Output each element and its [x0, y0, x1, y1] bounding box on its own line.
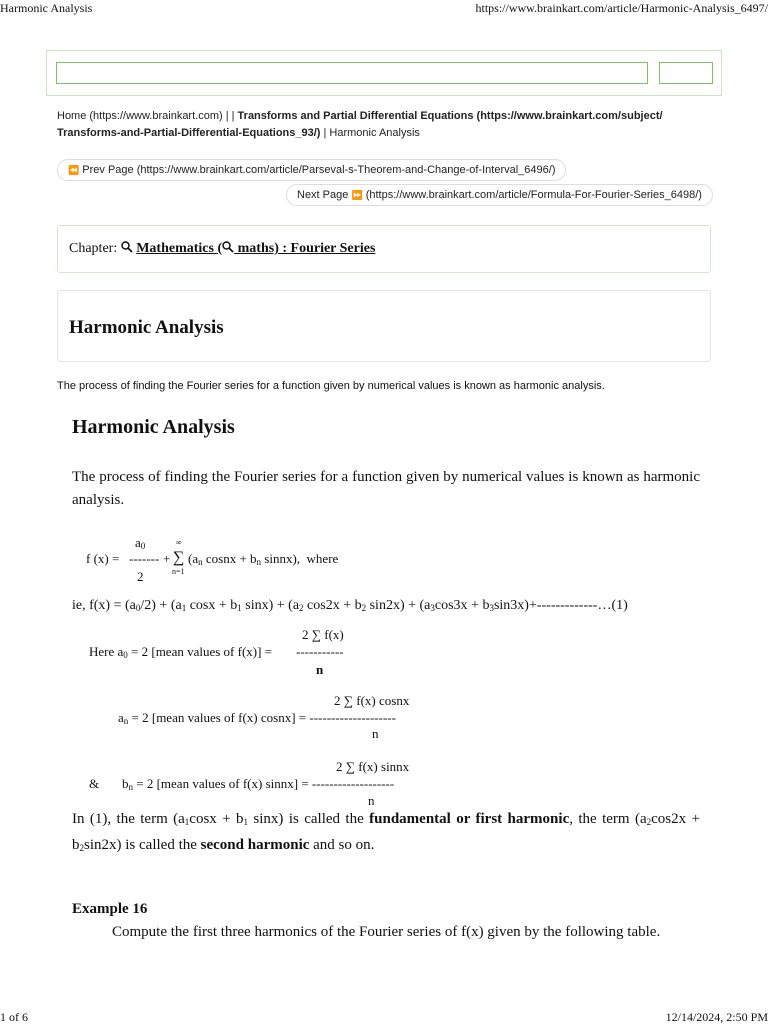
print-header-url: https://www.brainkart.com/article/Harmonic-Analysis_6497/ [476, 1, 768, 16]
next-page-icon: ⏩ [351, 190, 362, 200]
print-footer-page: 1 of 6 [0, 1010, 28, 1025]
print-header-title: Harmonic Analysis [0, 1, 92, 16]
search-icon [222, 241, 234, 253]
prev-page-button[interactable] [57, 159, 566, 181]
para2-text-a: In (1), the term (a [72, 811, 185, 827]
an-dash: -------------------- [309, 710, 396, 725]
chapter-subject: Mathematics ( [136, 241, 222, 256]
breadcrumb-subject-line1: Transforms and Partial Differential Equations (https://www.brainkart.com/subject/ [238, 110, 663, 122]
bn-numerator: 2 ∑ f(x) sinnx [336, 759, 409, 775]
next-page-label: Next Page [297, 189, 348, 201]
fundamental-harmonic-term: fundamental or first harmonic [369, 811, 569, 827]
a0-numerator: 2 ∑ f(x) [302, 627, 344, 643]
formula1-n1: n=1 [172, 567, 185, 576]
article-heading: Harmonic Analysis [72, 416, 235, 439]
para2-text-b: cosx + b [189, 811, 243, 827]
search-bar [46, 50, 722, 96]
chapter-subject-link[interactable] [136, 241, 375, 256]
para2-text-e: cos2x + b [72, 811, 700, 853]
formula1-fx: f (x) = [86, 551, 119, 567]
chapter-line [69, 241, 375, 257]
bn-rhs: = 2 [mean values of f(x) sinnx] = [133, 776, 312, 791]
a0-label: Here a [89, 644, 123, 659]
formula1-term: ($a_n$ cosnx + $b_n$ sinnx), where [188, 551, 338, 567]
breadcrumb-current: | Harmonic Analysis [320, 127, 419, 139]
chapter-card [57, 225, 711, 273]
formula1-plus: + [163, 551, 170, 567]
bn-denominator: n [368, 793, 375, 809]
formula1-two: 2 [137, 569, 144, 585]
formula1-sigma: ∑ [173, 549, 184, 567]
search-input[interactable] [56, 62, 648, 84]
para2-text-g: and so on. [309, 837, 374, 853]
an-numerator: 2 ∑ f(x) cosnx [334, 693, 409, 709]
breadcrumb-subject-line2: Transforms-and-Partial-Differential-Equations_93/) [57, 127, 320, 139]
second-harmonic-term: second harmonic [201, 837, 310, 853]
intro-summary: The process of finding the Fourier series for a function given by numerical values is known as harmonic analysis. [57, 380, 605, 392]
bn-dash: ------------------- [312, 776, 394, 791]
bn-ampersand: & [89, 776, 99, 792]
a0-denominator: n [316, 662, 323, 678]
next-page-url: (https://www.brainkart.com/article/Formula-For-Fourier-Series_6498/) [366, 189, 702, 201]
bn-label: b [122, 776, 129, 791]
formula1-infinity: ∞ [176, 538, 182, 547]
an-label: a [118, 710, 124, 725]
example-text: Compute the first three harmonics of the Fourier series of f(x) given by the following table. [112, 924, 660, 941]
para2-text-f: sin2x) is called the [84, 837, 201, 853]
article-paragraph-1: The process of finding the Fourier series for a function given by numerical values is known as harmonic analysis. [72, 466, 700, 512]
a0-rhs: = 2 [mean values of f(x)] = [128, 644, 272, 659]
an-formula: $a_n = 2$ [mean values of f(x) cosnx] = -------------------- [118, 710, 396, 726]
formula1-a0-text: a [135, 535, 141, 550]
print-footer-datetime: 12/14/2024, 2:50 PM [666, 1010, 768, 1025]
page-title-card [57, 290, 711, 362]
prev-page-icon: ⏪ [68, 165, 79, 175]
formula1-term-text: (a [188, 551, 198, 566]
an-rhs: = 2 [mean values of f(x) cosnx] = [128, 710, 309, 725]
next-page-button[interactable] [286, 184, 713, 206]
breadcrumb-home-link[interactable]: Home (https://www.brainkart.com) | | [57, 110, 238, 122]
para2-text-d: , the term (a [569, 811, 646, 827]
a0-dash: ----------- [296, 644, 344, 660]
chapter-label: Chapter: [69, 241, 121, 256]
search-icon [121, 241, 133, 253]
bn-formula: $b_n = 2$ [mean values of f(x) sinnx] = ------------------- [122, 776, 394, 792]
para2-text-c: sinx) is called the [248, 811, 369, 827]
example-title: Example 16 [72, 901, 147, 918]
series-expansion-line: ie, $f(x) = (a_0/2) + (a_1$ $\cos x + b_1$ $\sin x) + (a_2$ $\cos 2x + b_2$ $\sin 2x) + (a_3\cos 3x$ + $b_3\sin 3x)+-------------\dots(1)$ [72, 598, 628, 614]
search-button[interactable] [659, 62, 713, 84]
a0-formula: Here $a_0 = 2$ [mean values of f(x)] = [89, 644, 272, 660]
page-title: Harmonic Analysis [69, 317, 224, 339]
breadcrumb [57, 108, 717, 142]
formula1-dashes: ------- [129, 551, 159, 567]
prev-page-label: Prev Page (https://www.brainkart.com/article/Parseval-s-Theorem-and-Change-of-Interval_6496/) [82, 164, 555, 176]
formula1-a0: $a_0$ [135, 535, 145, 551]
chapter-short: maths) : Fourier Series [234, 241, 375, 256]
formula1-where: where [307, 551, 339, 566]
article-paragraph-2: In (1), the term ($a_1\cos x + b_1$ sinx) is called the fundamental or first harmonic, the term $(a_2\cos 2x + b_2\sin 2x)$ is called the second harmonic and so on. [72, 808, 700, 860]
an-denominator: n [372, 726, 379, 742]
